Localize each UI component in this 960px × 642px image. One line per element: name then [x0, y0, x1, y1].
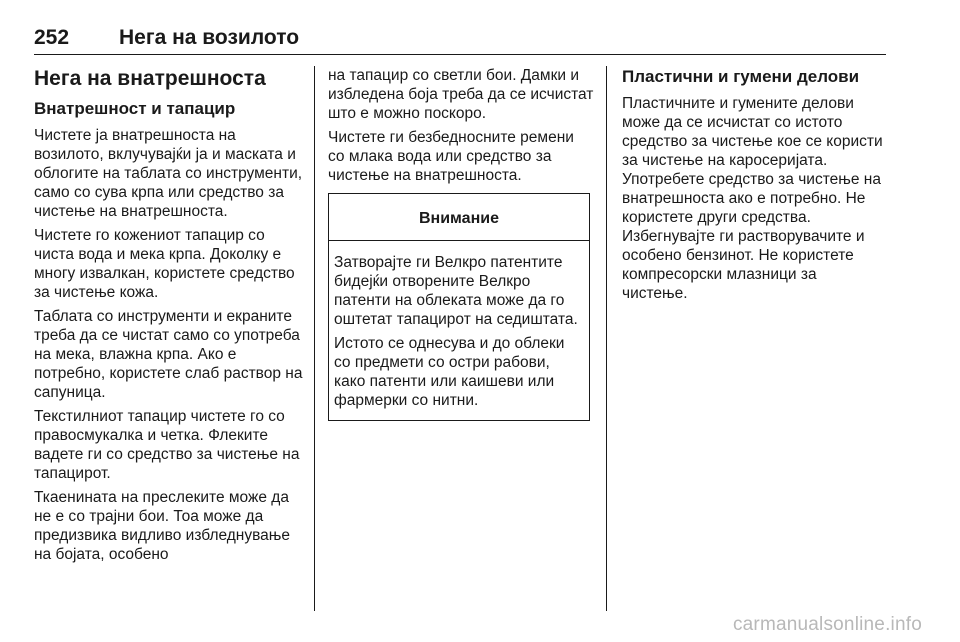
column-3	[622, 66, 884, 308]
paragraph: Ткаенината на преслеките може да не е со трајни бои. Тоа може да предизвика видливо избледнување на бојата, особено	[34, 489, 291, 563]
header-title: Нега на возилото	[119, 26, 300, 49]
column-divider-1	[314, 66, 315, 611]
section-subheading: Внатрешност и тапацир	[34, 99, 236, 118]
column-divider-2	[606, 66, 607, 611]
watermark: carmanualsonline.info	[732, 614, 922, 635]
section-heading: Нега на внатрешноста	[34, 67, 266, 90]
section-heading: Пластични и гумени делови	[622, 67, 860, 86]
paragraph: Чистете ја внатрешноста на возилото, вклучувајќи ја и маската и облогите на таблата со инструменти, само со сува крпа или средство за чистење на внатрешноста.	[34, 127, 303, 220]
page-header	[34, 26, 886, 55]
paragraph: Текстилниот тапацир чистете го со правосмукалка и четка. Флеките вадете ги со средство за чистење на тапацирот.	[34, 408, 300, 482]
paragraph: Таблата со инструменти и екраните треба да се чистат само со употреба на мека, влажна крпа. Ако е потребно, користете слаб раствор на сапуница.	[34, 308, 303, 401]
paragraph: Пластичните и гумените делови може да се исчистат со истото средство за чистење кое се користи за чистење на каросеријата. Употребете средство за чистење на внатрешноста ако е потребно. Не користете други средства. Избегнувајте ги растворувачите и особено бензинот. Не користете компресорски млазници за чистење.	[622, 95, 883, 302]
notice-paragraph: Затворајте ги Велкро патентите бидејќи отворените Велкро патенти на облеката може да го оштетат тапацирот на седиштата.	[334, 254, 578, 328]
column-2	[328, 66, 594, 421]
notice-paragraph: Истото се однесува и до облеки со предмети со остри рабови, како патенти или каишеви или фармерки со нитни.	[334, 335, 565, 409]
paragraph: Чистете ги безбедносните ремени со млака вода или средство за чистење на внатрешноста.	[328, 129, 574, 184]
paragraph: на тапацир со светли бои. Дамки и избледена боја треба да се исчистат што е можно поскоро.	[328, 67, 594, 122]
page-number: 252	[34, 26, 70, 49]
paragraph: Чистете го кожениот тапацир со чиста вода и мека крпа. Доколку е многу извалкан, користете средство за чистење кожа.	[34, 227, 295, 301]
notice-box	[328, 193, 590, 421]
notice-body	[329, 241, 589, 420]
notice-title: Внимание	[329, 194, 589, 241]
column-1	[34, 66, 304, 569]
